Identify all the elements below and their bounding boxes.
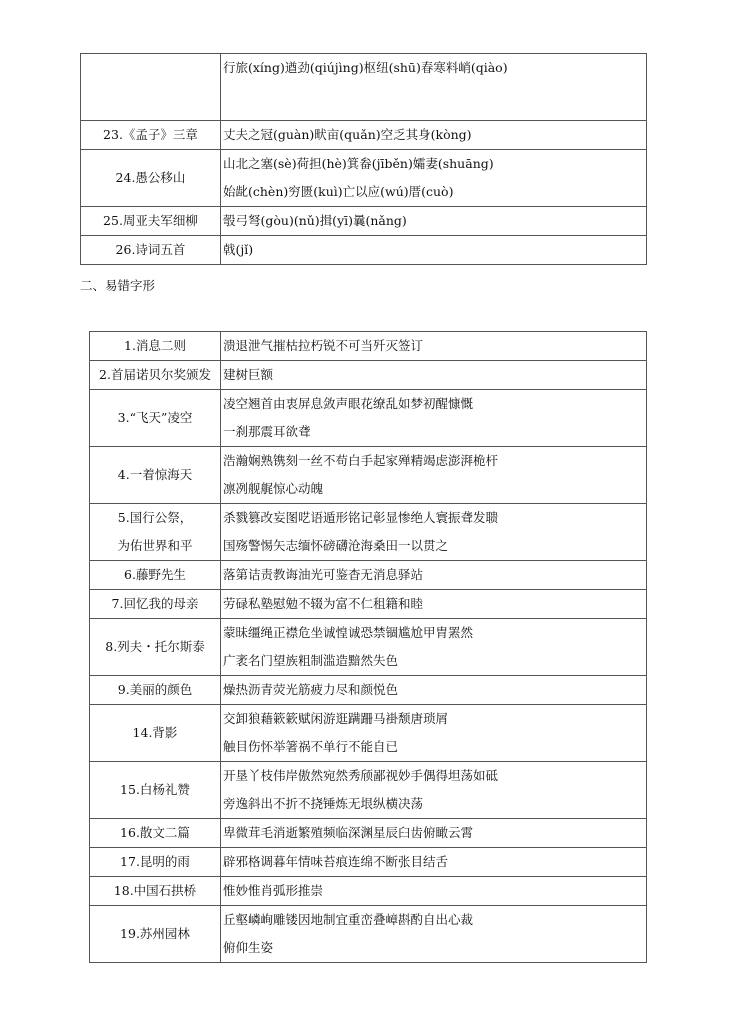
section-heading: 二、易错字形 xyxy=(80,278,156,293)
character-form-row xyxy=(90,819,647,848)
word-list-line: 辟邪格调暮年情味苔痕连绵不断张目结舌 xyxy=(223,854,449,869)
word-list-cell xyxy=(221,54,647,121)
word-list-cell xyxy=(221,332,647,361)
lesson-title: 8.列夫・托尔斯泰 xyxy=(105,639,205,654)
word-list-line: 杀戮篡改妄图呓语遁形铭记彰显惨绝人寰振聋发聩 xyxy=(223,510,499,525)
lesson-title-cell xyxy=(81,207,221,236)
pronunciation-row xyxy=(81,236,647,265)
lesson-title-cell xyxy=(90,504,221,561)
character-form-row xyxy=(90,361,647,390)
lesson-title-cell xyxy=(81,236,221,265)
lesson-title-cell xyxy=(90,762,221,819)
character-form-row xyxy=(90,561,647,590)
lesson-title: 3.“飞天”凌空 xyxy=(117,410,193,425)
lesson-title-cell xyxy=(81,150,221,207)
lesson-title: 6.藤野先生 xyxy=(124,567,186,582)
word-list-cell xyxy=(221,848,647,877)
lesson-title: 26.诗词五首 xyxy=(115,242,186,257)
lesson-title-cell xyxy=(90,906,221,963)
word-list-line: 卑微茸毛消逝繁殖频临深渊星辰臼齿俯瞰云霄 xyxy=(223,825,474,840)
character-form-row xyxy=(90,705,647,762)
lesson-title-cell xyxy=(90,447,221,504)
word-list-line: 溃退泄气摧枯拉朽锐不可当歼灭签订 xyxy=(223,338,424,353)
lesson-title-cell xyxy=(90,361,221,390)
word-list-cell xyxy=(221,819,647,848)
lesson-title-cell xyxy=(90,676,221,705)
word-list-line: 国殇警惕矢志缅怀磅礴沧海桑田一以贯之 xyxy=(223,538,449,553)
pronunciation-table xyxy=(80,53,647,265)
pronunciation-row xyxy=(81,207,647,236)
word-list-line: 劳碌私塾慰勉不辍为富不仁租籍和睦 xyxy=(223,596,424,611)
lesson-title: 16.散文二篇 xyxy=(120,825,190,840)
character-form-row xyxy=(90,676,647,705)
character-form-row xyxy=(90,877,647,906)
word-list-line: 凛冽舰艉惊心动魄 xyxy=(223,481,324,496)
word-list-cell xyxy=(221,447,647,504)
word-list-line: 山北之塞(sè)荷担(hè)箕畚(jīběn)孀妻(shuāng) xyxy=(223,156,494,171)
word-list-line: 行旅(xíng)遒劲(qiújìng)枢纽(shū)春寒料峭(qiào) xyxy=(223,60,508,75)
lesson-title-cell xyxy=(90,561,221,590)
lesson-title-cell xyxy=(90,848,221,877)
character-form-row xyxy=(90,332,647,361)
pronunciation-row xyxy=(81,54,647,121)
lesson-title: 19.苏州园林 xyxy=(120,926,190,941)
lesson-title-cell xyxy=(90,332,221,361)
word-list-cell xyxy=(221,361,647,390)
word-list-line: 开垦丫枝伟岸傲然宛然秀颀鄙视妙手偶得坦荡如砥 xyxy=(223,768,499,783)
character-form-row xyxy=(90,762,647,819)
lesson-title xyxy=(81,73,220,101)
character-form-row xyxy=(90,848,647,877)
lesson-title: 17.昆明的雨 xyxy=(120,854,190,869)
character-form-row xyxy=(90,906,647,963)
word-list-cell xyxy=(221,121,647,150)
lesson-title: 1.消息二则 xyxy=(124,338,186,353)
word-list-line: 戟(jǐ) xyxy=(223,242,254,257)
word-list-cell xyxy=(221,762,647,819)
word-list-line: 一刹那震耳欲聋 xyxy=(223,424,311,439)
character-form-row xyxy=(90,590,647,619)
lesson-title: 18.中国石拱桥 xyxy=(113,883,197,898)
lesson-title-cell xyxy=(90,705,221,762)
word-list-cell xyxy=(221,236,647,265)
lesson-title: 24.愚公移山 xyxy=(115,170,186,185)
lesson-title-cell xyxy=(90,819,221,848)
word-list-cell xyxy=(221,504,647,561)
word-list-line: 燥热沥青荧光筋疲力尽和颜悦色 xyxy=(223,682,399,697)
word-list-line: 建树巨额 xyxy=(223,367,274,382)
word-list-line: 落第诘责教诲油光可鉴杳无消息驿站 xyxy=(223,567,424,582)
lesson-title-cell xyxy=(81,54,221,121)
word-list-line: 丈夫之冠(guàn)畎亩(quǎn)空乏其身(kòng) xyxy=(223,127,472,142)
lesson-title: 14.背影 xyxy=(132,725,178,740)
word-list-cell xyxy=(221,676,647,705)
pronunciation-row xyxy=(81,121,647,150)
lesson-title-cell xyxy=(90,877,221,906)
word-list-cell xyxy=(221,619,647,676)
lesson-title: 25.周亚夫军细柳 xyxy=(103,213,198,228)
word-list-line: 广袤名门望族粗制滥造黯然失色 xyxy=(223,653,399,668)
lesson-title-cell xyxy=(81,121,221,150)
word-list-line: 惟妙惟肖弧形推崇 xyxy=(223,883,324,898)
character-form-row xyxy=(90,504,647,561)
word-list-cell xyxy=(221,561,647,590)
lesson-title: 为佑世界和平 xyxy=(117,538,193,553)
word-list-line: 浩瀚娴熟镌刻一丝不苟白手起家殚精竭虑澎湃桅杆 xyxy=(223,453,499,468)
word-list-cell xyxy=(221,390,647,447)
lesson-title-cell xyxy=(90,390,221,447)
pronunciation-row xyxy=(81,150,647,207)
lesson-title-cell xyxy=(90,590,221,619)
lesson-title: 9.美丽的颜色 xyxy=(117,682,193,697)
word-list-cell xyxy=(221,207,647,236)
word-list-cell xyxy=(221,705,647,762)
word-list-line: 丘壑嶙峋雕镂因地制宜重峦叠嶂斟酌自出心裁 xyxy=(223,912,474,927)
lesson-title: 5.国行公祭， xyxy=(117,510,193,525)
word-list-line: 俯仰生姿 xyxy=(223,940,274,955)
lesson-title: 7.回忆我的母亲 xyxy=(111,596,199,611)
word-list-cell xyxy=(221,906,647,963)
word-list-line: 触目伤怀举箸祸不单行不能自已 xyxy=(223,739,399,754)
word-list-line: 旁逸斜出不折不挠锤炼无垠纵横决荡 xyxy=(223,796,424,811)
lesson-title-cell xyxy=(90,619,221,676)
character-form-table xyxy=(89,331,647,963)
lesson-title: 2.首届诺贝尔奖颁发 xyxy=(99,367,211,382)
word-list-line: 凌空翘首由衷屏息敛声眼花缭乱如梦初醒慷慨 xyxy=(223,396,474,411)
character-form-row xyxy=(90,447,647,504)
lesson-title: 23.《孟子》三章 xyxy=(103,127,198,142)
lesson-title: 15.白杨礼赞 xyxy=(120,782,190,797)
word-list-line: 彀弓弩(gòu)(nǔ)揖(yī)曩(nǎng) xyxy=(223,213,407,228)
character-form-row xyxy=(90,390,647,447)
word-list-cell xyxy=(221,150,647,207)
word-list-cell xyxy=(221,877,647,906)
lesson-title: 4.一着惊海天 xyxy=(117,467,193,482)
word-list-line: 蒙昧缰绳正襟危坐诚惶诚恐禁锢尴尬甲胄罴然 xyxy=(223,625,474,640)
character-form-row xyxy=(90,619,647,676)
word-list-line: 交卸狼藉簌簌赋闲游逛蹒跚马褂颓唐琐屑 xyxy=(223,711,449,726)
word-list-cell xyxy=(221,590,647,619)
word-list-line: 始龀(chèn)穷匮(kuì)亡以应(wú)厝(cuò) xyxy=(223,184,454,199)
